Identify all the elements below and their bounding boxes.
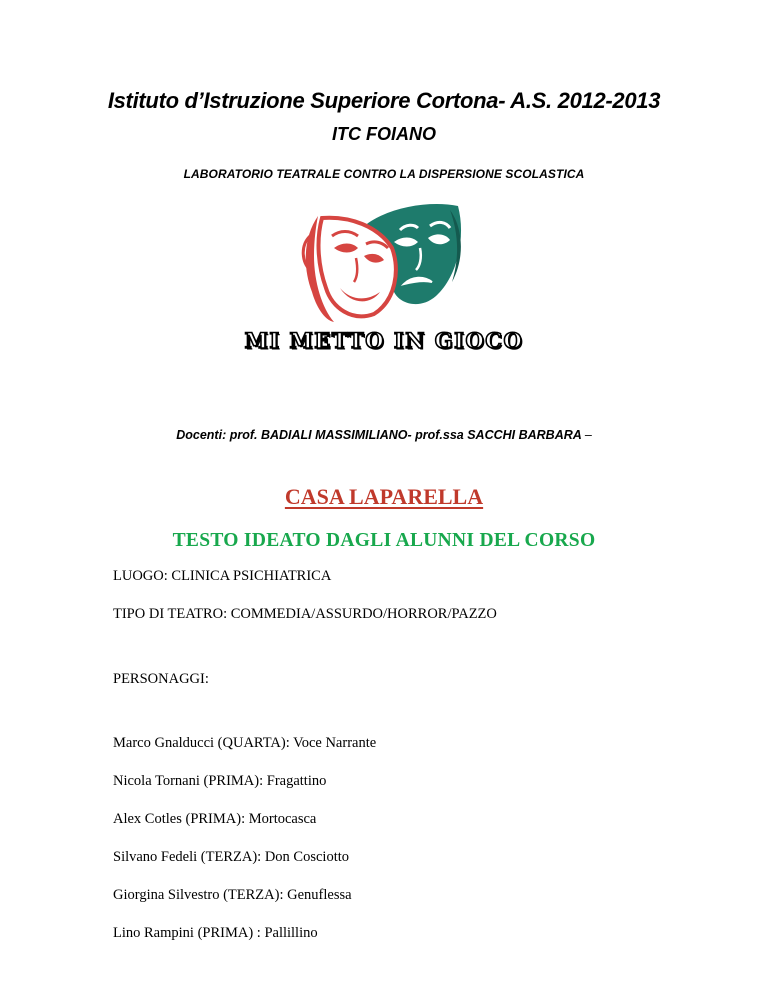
show-title: MI METTO IN GIOCO: [244, 328, 524, 353]
school-title: Istituto d’Istruzione Superiore Cortona- A.S. 2012-2013: [107, 88, 661, 113]
theater-type-line: TIPO DI TEATRO: COMMEDIA/ASSURDO/HORROR/PAZZO: [113, 606, 497, 622]
character-item: Lino Rampini (PRIMA) : Pallillino: [113, 925, 318, 941]
play-title: [0, 484, 768, 510]
play-subtitle: TESTO IDEATO DAGLI ALUNNI DEL CORSO: [172, 530, 596, 551]
teachers-names: Docenti: prof. BADIALI MASSIMILIANO- prof.ssa SACCHI BARBARA: [176, 428, 585, 442]
play-title-text: CASA LAPARELLA: [284, 484, 484, 509]
teachers-dash: –: [584, 428, 592, 442]
characters-heading: PERSONAGGI:: [113, 671, 209, 687]
teachers-line: [0, 428, 768, 442]
character-item: Marco Gnalducci (QUARTA): Voce Narrante: [113, 735, 377, 751]
character-item: Alex Cotles (PRIMA): Mortocasca: [113, 811, 317, 827]
branch-title: ITC FOIANO: [332, 124, 436, 144]
location-line: LUOGO: CLINICA PSICHIATRICA: [113, 568, 332, 584]
character-item: Nicola Tornani (PRIMA): Fragattino: [113, 773, 327, 789]
theater-masks-icon: [300, 196, 468, 324]
character-item: Giorgina Silvestro (TERZA): Genuflessa: [113, 887, 352, 903]
lab-subtitle: LABORATORIO TEATRALE CONTRO LA DISPERSIONE SCOLASTICA: [183, 167, 585, 181]
character-item: Silvano Fedeli (TERZA): Don Cosciotto: [113, 849, 350, 865]
